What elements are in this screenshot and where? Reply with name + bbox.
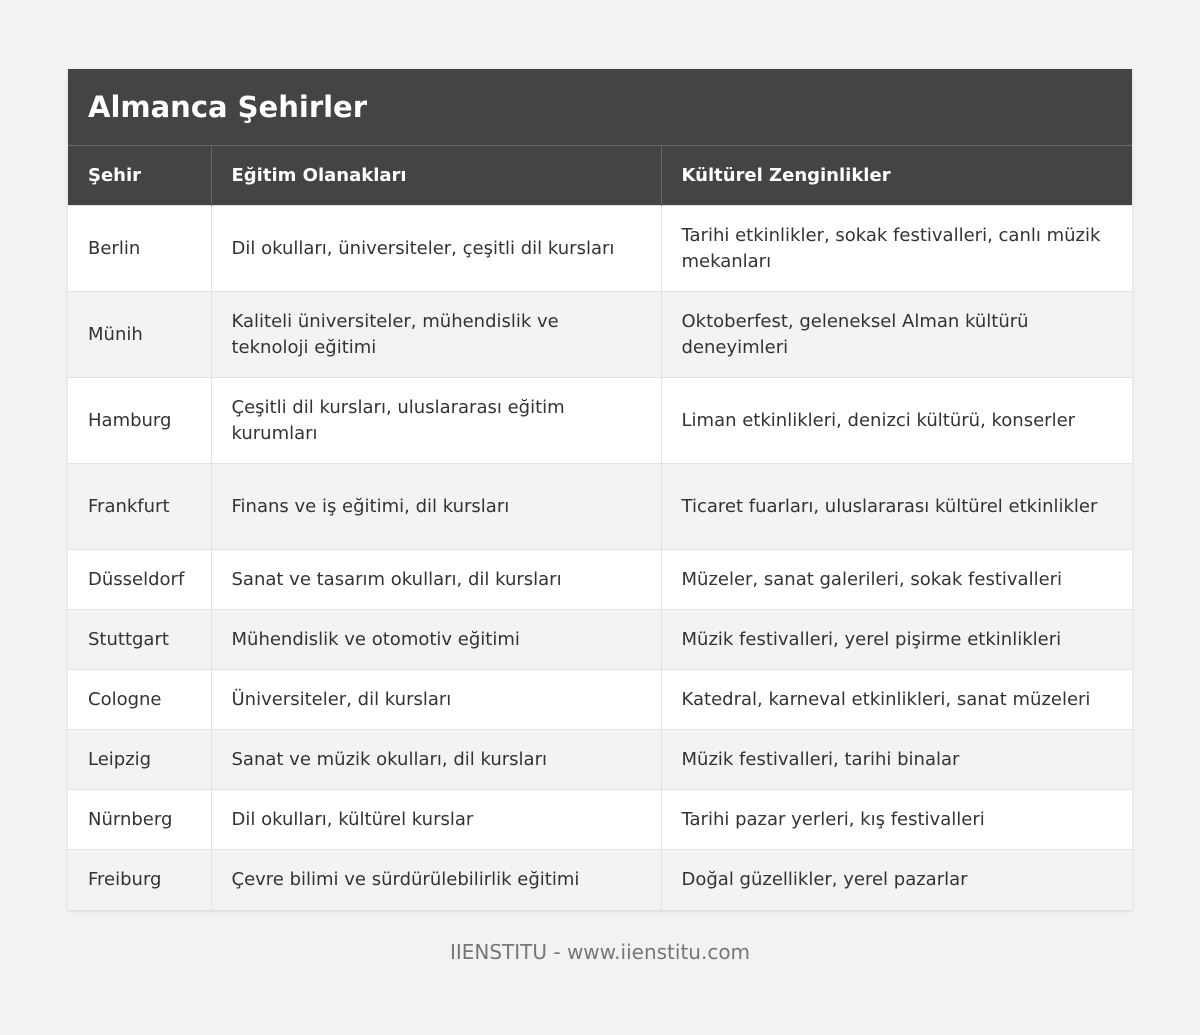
city-cell: Cologne <box>68 670 211 730</box>
culture-cell: Tarihi etkinlikler, sokak festivalleri, canlı müzik mekanları <box>661 206 1132 292</box>
column-header-education: Eğitim Olanakları <box>211 146 661 206</box>
header-row <box>68 146 1132 206</box>
education-cell: Çevre bilimi ve sürdürülebilirlik eğitimi <box>211 850 661 910</box>
table-row <box>68 378 1132 464</box>
table-row <box>68 730 1132 790</box>
education-cell: Kaliteli üniversiteler, mühendislik ve teknoloji eğitimi <box>211 292 661 378</box>
city-cell: Stuttgart <box>68 610 211 670</box>
education-cell: Dil okulları, üniversiteler, çeşitli dil kursları <box>211 206 661 292</box>
city-cell: Münih <box>68 292 211 378</box>
culture-cell: Ticaret fuarları, uluslararası kültürel etkinlikler <box>661 464 1132 550</box>
education-cell: Üniversiteler, dil kursları <box>211 670 661 730</box>
education-cell: Finans ve iş eğitimi, dil kursları <box>211 464 661 550</box>
table-row <box>68 850 1132 910</box>
table-title-bar <box>68 69 1132 145</box>
city-cell: Düsseldorf <box>68 550 211 610</box>
city-cell: Hamburg <box>68 378 211 464</box>
city-cell: Leipzig <box>68 730 211 790</box>
table-row <box>68 464 1132 550</box>
column-header-culture: Kültürel Zenginlikler <box>661 146 1132 206</box>
table-row <box>68 206 1132 292</box>
culture-cell: Müzeler, sanat galerileri, sokak festivalleri <box>661 550 1132 610</box>
table-body <box>68 206 1132 910</box>
column-header-city: Şehir <box>68 146 211 206</box>
culture-cell: Tarihi pazar yerleri, kış festivalleri <box>661 790 1132 850</box>
education-cell: Çeşitli dil kursları, uluslararası eğitim kurumları <box>211 378 661 464</box>
footer-credit: IIENSTITU - www.iienstitu.com <box>449 940 751 964</box>
data-table-card <box>68 69 1132 910</box>
table-row <box>68 610 1132 670</box>
education-cell: Mühendislik ve otomotiv eğitimi <box>211 610 661 670</box>
table-row <box>68 670 1132 730</box>
table-row <box>68 550 1132 610</box>
education-cell: Sanat ve müzik okulları, dil kursları <box>211 730 661 790</box>
culture-cell: Oktoberfest, geleneksel Alman kültürü deneyimleri <box>661 292 1132 378</box>
culture-cell: Katedral, karneval etkinlikleri, sanat müzeleri <box>661 670 1132 730</box>
table-row <box>68 292 1132 378</box>
table-title: Almanca Şehirler <box>88 90 368 124</box>
culture-cell: Müzik festivalleri, tarihi binalar <box>661 730 1132 790</box>
cities-table <box>68 145 1132 910</box>
education-cell: Dil okulları, kültürel kurslar <box>211 790 661 850</box>
city-cell: Nürnberg <box>68 790 211 850</box>
table-row <box>68 790 1132 850</box>
culture-cell: Liman etkinlikleri, denizci kültürü, konserler <box>661 378 1132 464</box>
city-cell: Berlin <box>68 206 211 292</box>
city-cell: Freiburg <box>68 850 211 910</box>
culture-cell: Doğal güzellikler, yerel pazarlar <box>661 850 1132 910</box>
city-cell: Frankfurt <box>68 464 211 550</box>
education-cell: Sanat ve tasarım okulları, dil kursları <box>211 550 661 610</box>
table-header <box>68 146 1132 206</box>
culture-cell: Müzik festivalleri, yerel pişirme etkinlikleri <box>661 610 1132 670</box>
